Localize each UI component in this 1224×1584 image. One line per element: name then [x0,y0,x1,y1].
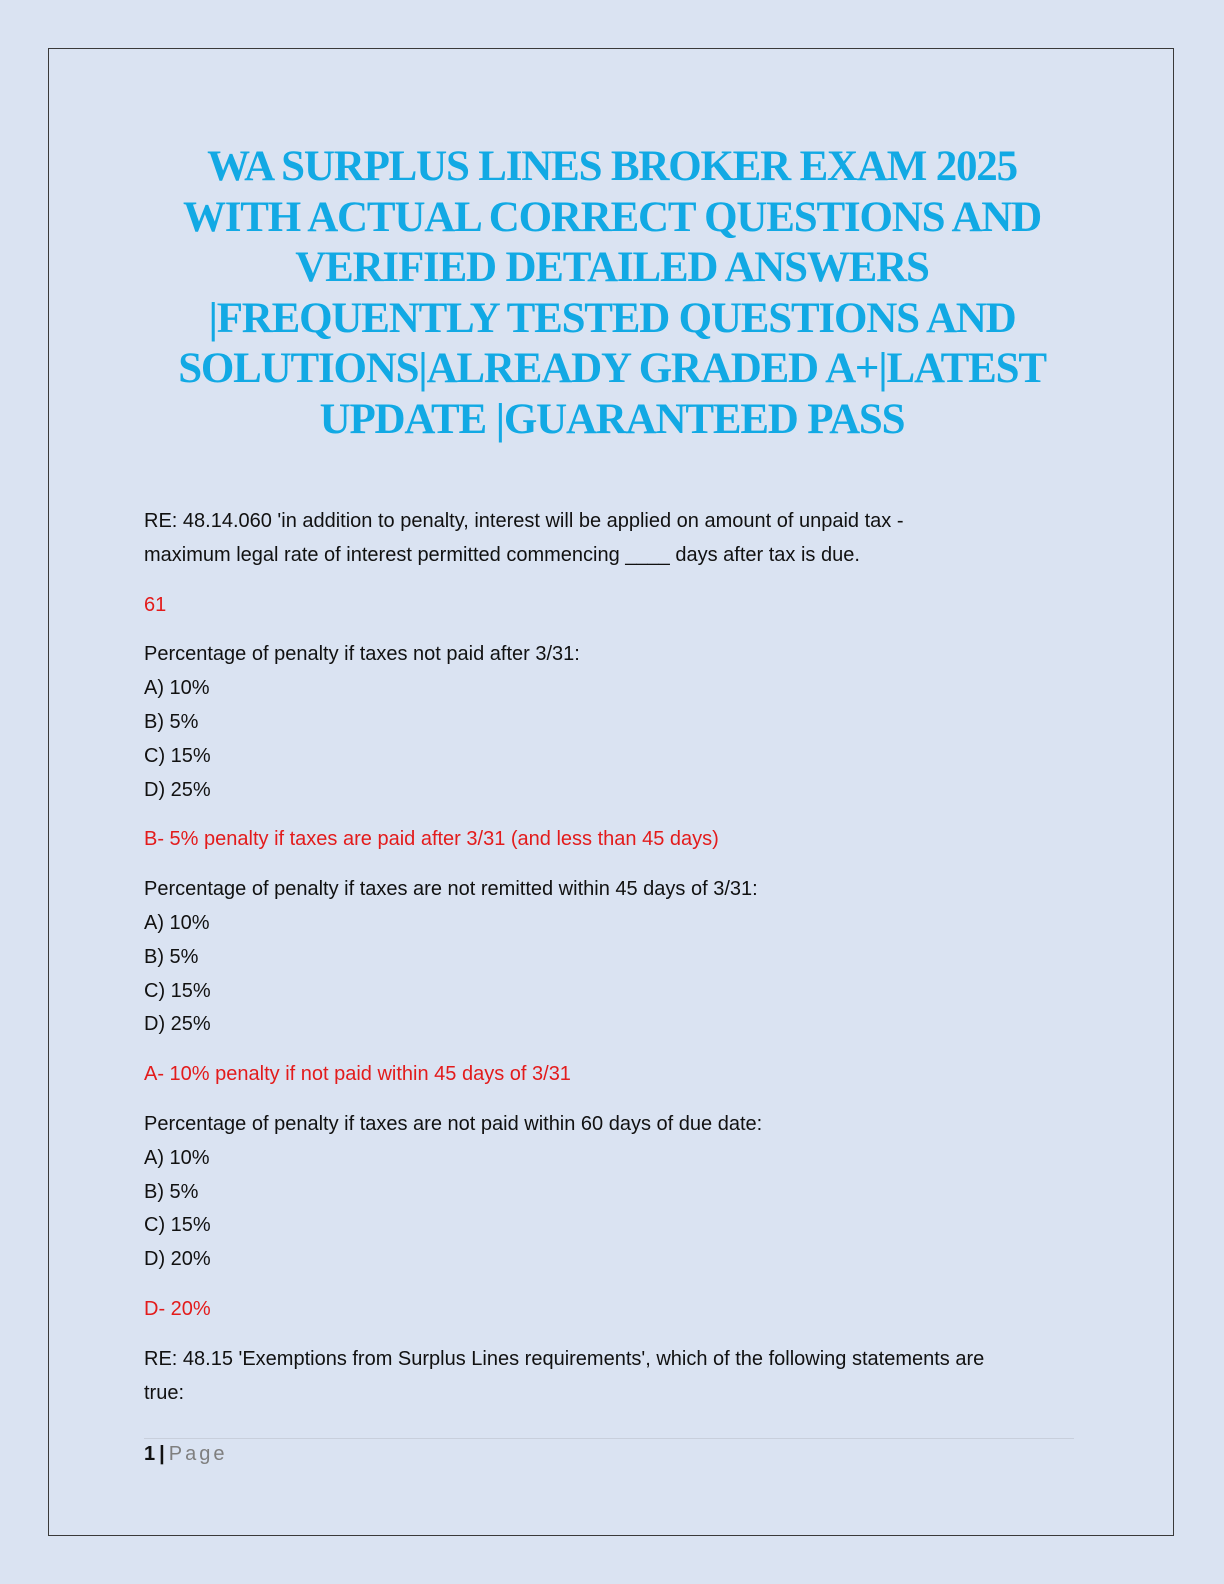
answer-1: 61 [144,593,167,616]
page-footer [144,1440,227,1468]
question-1-line: RE: 48.14.060 'in addition to penalty, interest will be applied on amount of unpaid tax - [144,510,904,532]
question-5-line: true: [144,1381,185,1404]
title-line: UPDATE |GUARANTEED PASS [319,395,905,443]
option-c: C) 15% [144,744,211,767]
option-d: D) 20% [144,1248,211,1271]
footer-separator: | [159,1443,165,1465]
question-2 [144,638,1084,807]
answer-2: B- 5% penalty if taxes are paid after 3/31 (and less than 45 days) [144,828,719,851]
option-c: C) 15% [144,979,211,1002]
document-title [140,142,1084,445]
question-4 [144,1108,1084,1277]
answer-4: D- 20% [144,1297,211,1320]
option-b: B) 5% [144,710,199,733]
option-c: C) 15% [144,1214,211,1237]
question-4-text: Percentage of penalty if taxes are not paid within 60 days of due date: [144,1112,763,1135]
option-a: A) 10% [144,911,210,934]
option-d: D) 25% [144,1013,211,1036]
question-2-text: Percentage of penalty if taxes not paid after 3/31: [144,643,580,666]
title-line: |FREQUENTLY TESTED QUESTIONS AND [208,294,1016,342]
question-3 [144,873,1084,1042]
option-b: B) 5% [144,1180,199,1203]
title-line: WA SURPLUS LINES BROKER EXAM 2025 [207,143,1017,190]
question-1-line: maximum legal rate of interest permitted commencing ____ days after tax is due. [144,543,860,566]
footer-divider [144,1438,1074,1439]
question-3-text: Percentage of penalty if taxes are not remitted within 45 days of 3/31: [144,878,758,901]
page-label: Page [168,1443,228,1465]
title-line: SOLUTIONS|ALREADY GRADED A+|LATEST [178,345,1046,392]
page-number: 1 [144,1443,156,1465]
title-line: WITH ACTUAL CORRECT QUESTIONS AND [182,193,1042,241]
option-b: B) 5% [144,945,199,968]
question-1 [144,505,1084,573]
answer-3: A- 10% penalty if not paid within 45 days of 3/31 [144,1063,571,1086]
question-5-line: RE: 48.15 'Exemptions from Surplus Lines requirements', which of the following statements are [144,1347,985,1370]
document-body [144,505,1084,1426]
option-a: A) 10% [144,677,210,700]
question-5 [144,1343,1084,1411]
title-line: VERIFIED DETAILED ANSWERS [295,244,929,291]
option-d: D) 25% [144,778,211,801]
option-a: A) 10% [144,1146,210,1169]
